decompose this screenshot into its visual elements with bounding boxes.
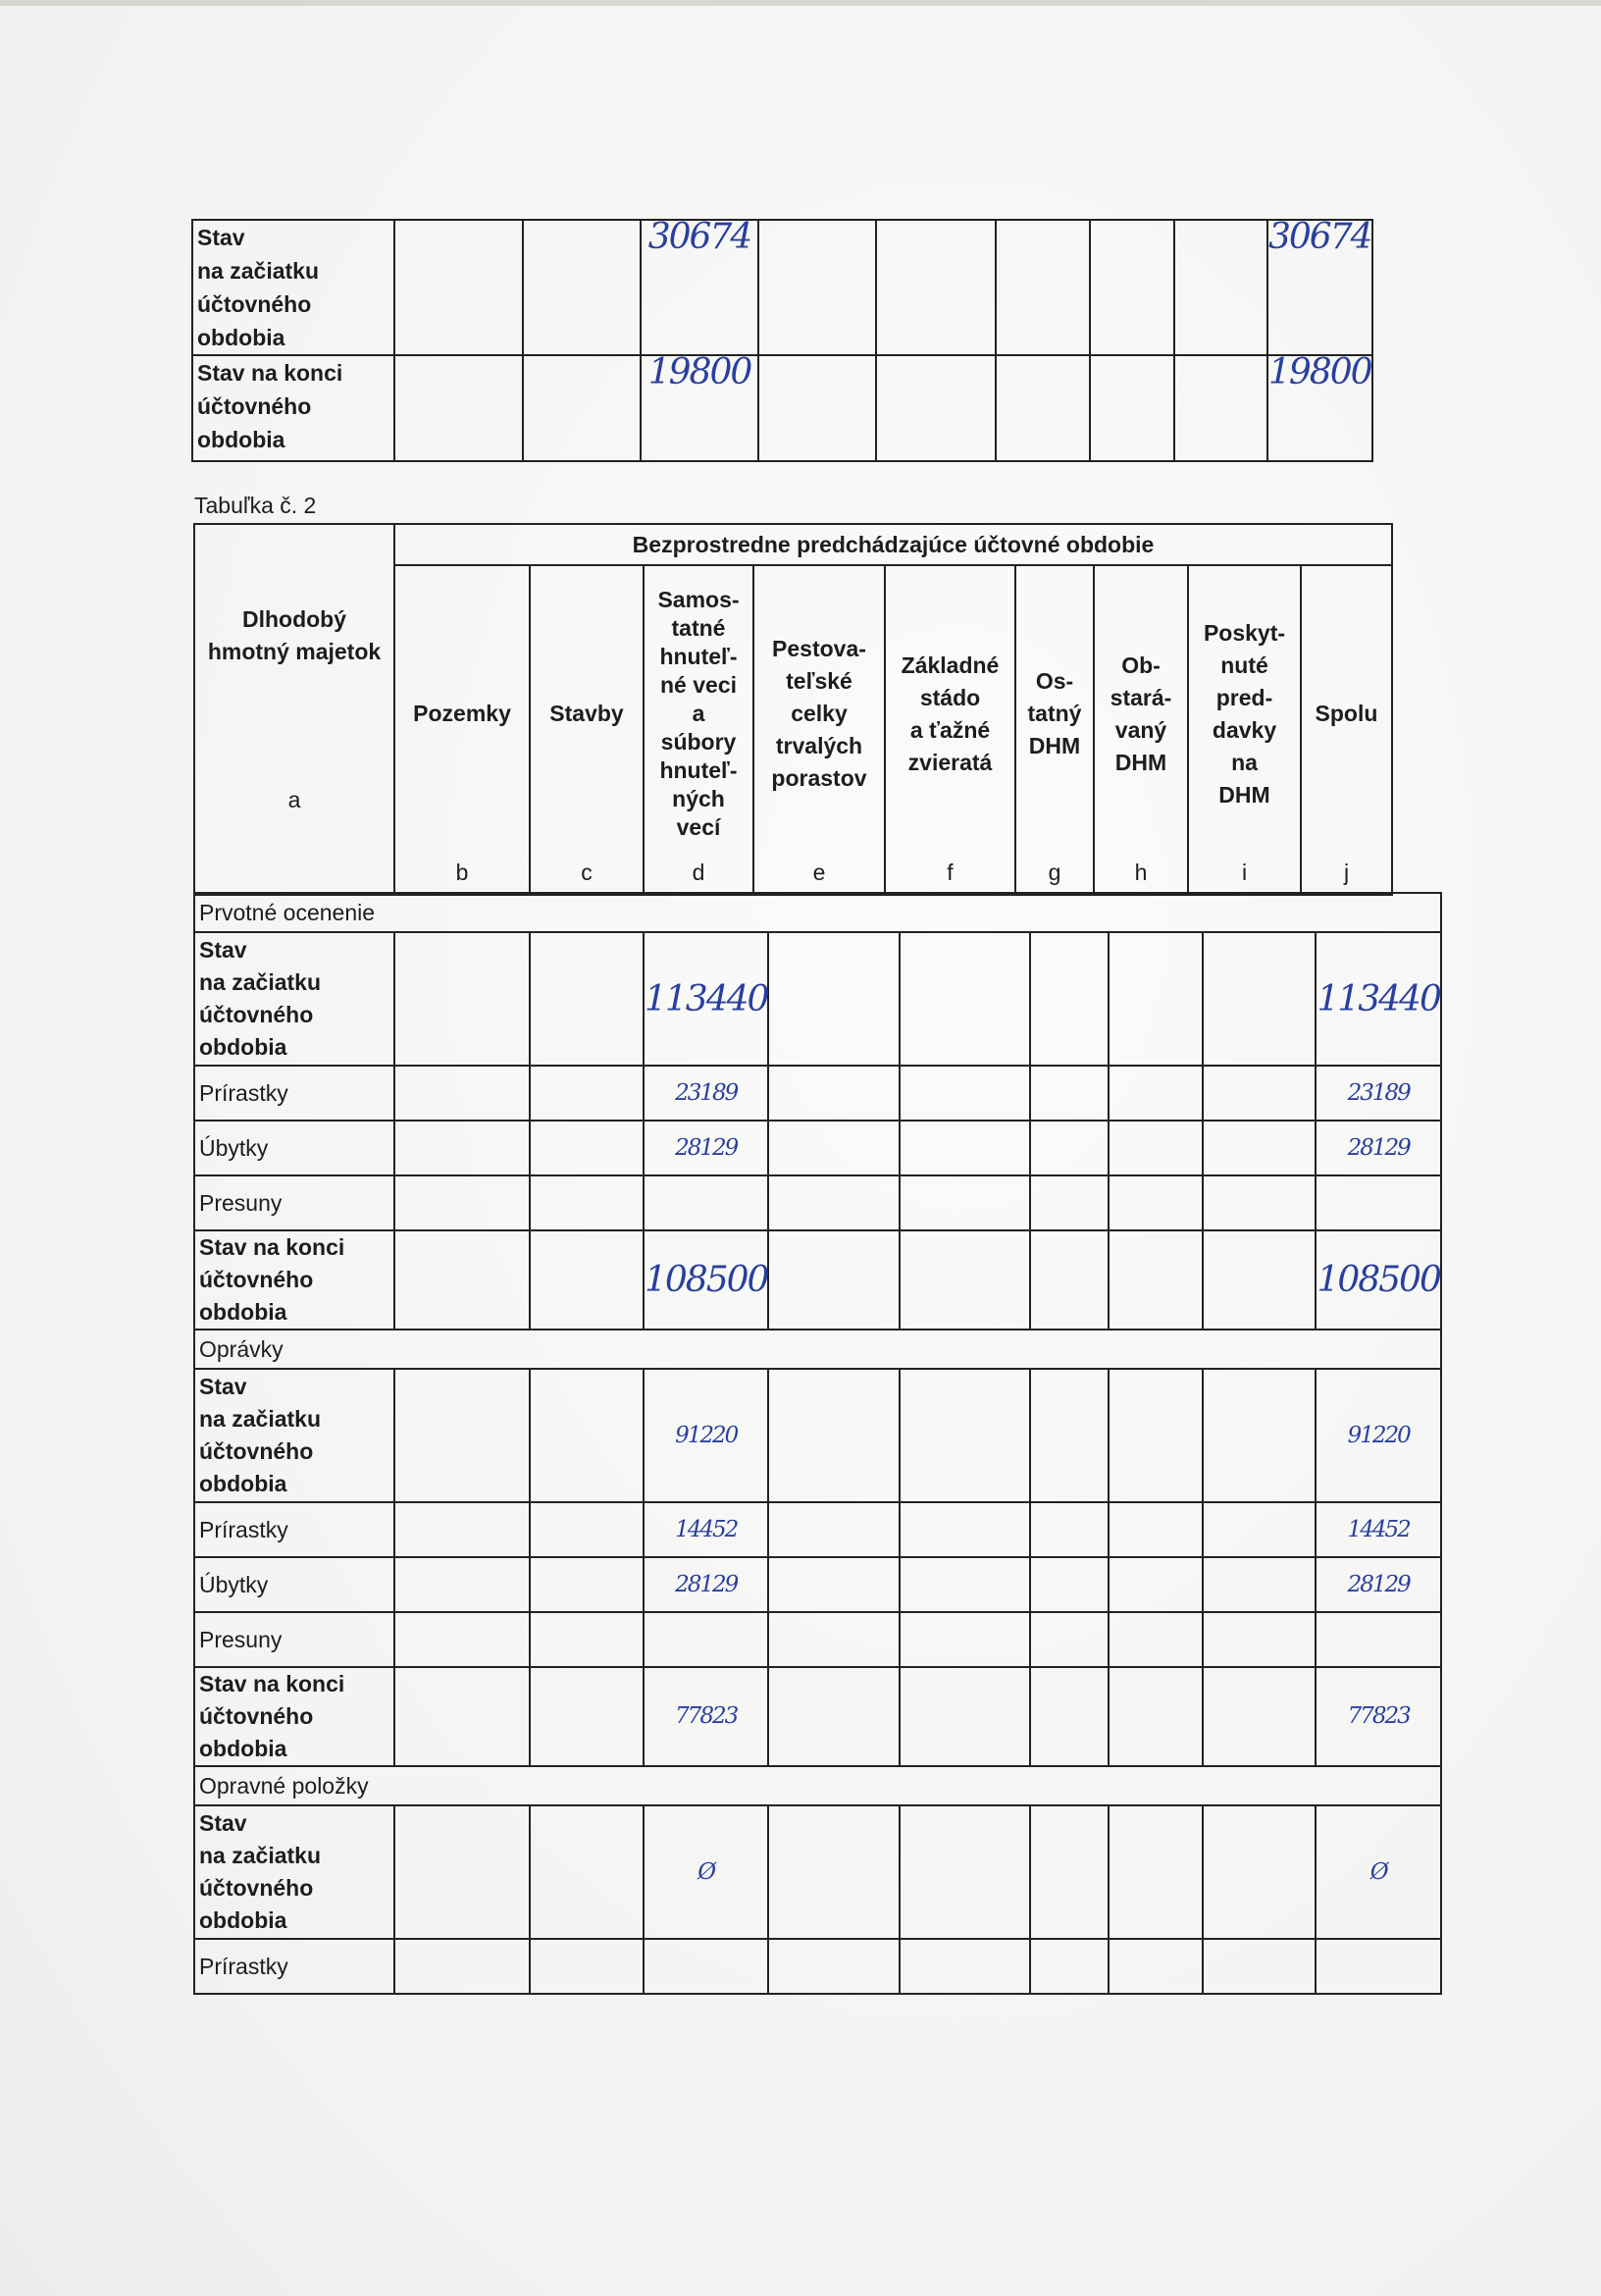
cell-b [394, 1121, 530, 1175]
cell-i [1203, 1066, 1316, 1121]
cell-e [768, 1805, 900, 1939]
cell-h [1109, 1066, 1203, 1121]
cell-g [1030, 1121, 1109, 1175]
cell-j: 91220 [1316, 1369, 1440, 1502]
corner-header: Dlhodobý hmotný majetok a [194, 524, 394, 895]
cell-c [530, 1805, 644, 1939]
cell-c [530, 1939, 644, 1994]
table-row [194, 932, 1441, 1066]
group-header: Bezprostredne predchádzajúce účtovné obdobie [394, 524, 1392, 565]
cell-j: 113440 [1316, 932, 1440, 1066]
top-cell-d: 19800 [641, 355, 758, 461]
previous-table-fragment [191, 219, 1373, 462]
row-label: Stav na začiatku účtovného obdobia [194, 1369, 394, 1502]
cell-f [900, 1557, 1030, 1612]
table-row [194, 1612, 1441, 1667]
cell-g [1030, 1939, 1109, 1994]
cell-c [530, 932, 644, 1066]
table-row [194, 1066, 1441, 1121]
table-caption: Tabuľka č. 2 [194, 493, 317, 518]
cell-f [900, 1612, 1030, 1667]
cell-i [1203, 932, 1316, 1066]
cell-e [768, 1939, 900, 1994]
row-label: Prírastky [194, 1066, 394, 1121]
section-title: Oprávky [194, 1330, 1441, 1369]
cell-e [768, 1667, 900, 1766]
cell-h [1109, 1369, 1203, 1502]
cell-i [1203, 1939, 1316, 1994]
cell-e [768, 1121, 900, 1175]
cell-h [1109, 1939, 1203, 1994]
cell-h [1109, 1805, 1203, 1939]
cell-b [394, 1612, 530, 1667]
column-header-b: Pozemky b [394, 565, 530, 895]
table-row [194, 1369, 1441, 1502]
cell-i [1203, 1667, 1316, 1766]
cell-d: Ø [644, 1805, 768, 1939]
cell-j: Ø [1316, 1805, 1440, 1939]
cell-g [1030, 1805, 1109, 1939]
cell-f [900, 932, 1030, 1066]
cell-h [1109, 1612, 1203, 1667]
cell-d: 28129 [644, 1557, 768, 1612]
cell-j: 108500 [1316, 1230, 1440, 1330]
cell-d [644, 1175, 768, 1230]
cell-f [900, 1805, 1030, 1939]
column-header-g: Os- tatný DHM g [1015, 565, 1094, 895]
table-row [194, 1557, 1441, 1612]
table-row [194, 1805, 1441, 1939]
column-header-h: Ob- stará- vaný DHM h [1094, 565, 1188, 895]
cell-i [1203, 1369, 1316, 1502]
cell-b [394, 1066, 530, 1121]
cell-i [1203, 1230, 1316, 1330]
cell-d: 28129 [644, 1121, 768, 1175]
top-row-label: Stav na začiatku účtovného obdobia [192, 220, 394, 355]
cell-j: 28129 [1316, 1557, 1440, 1612]
cell-e [768, 932, 900, 1066]
cell-h [1109, 1121, 1203, 1175]
table-row [194, 1230, 1441, 1330]
cell-d: 14452 [644, 1502, 768, 1557]
cell-h [1109, 1502, 1203, 1557]
scan-edge [0, 0, 1601, 6]
section-row [194, 893, 1441, 932]
cell-h [1109, 1175, 1203, 1230]
table-row [194, 1121, 1441, 1175]
row-label: Prírastky [194, 1939, 394, 1994]
cell-c [530, 1502, 644, 1557]
row-label: Stav na konci účtovného obdobia [194, 1230, 394, 1330]
cell-b [394, 1175, 530, 1230]
table-row [194, 1939, 1441, 1994]
section-row [194, 1330, 1441, 1369]
cell-h [1109, 1667, 1203, 1766]
row-label: Úbytky [194, 1557, 394, 1612]
cell-c [530, 1066, 644, 1121]
row-label: Stav na začiatku účtovného obdobia [194, 1805, 394, 1939]
cell-b [394, 1557, 530, 1612]
cell-d: 23189 [644, 1066, 768, 1121]
cell-c [530, 1175, 644, 1230]
fixed-assets-table-body [193, 892, 1442, 1995]
cell-f [900, 1939, 1030, 1994]
cell-i [1203, 1502, 1316, 1557]
cell-e [768, 1502, 900, 1557]
cell-g [1030, 1369, 1109, 1502]
cell-j [1316, 1612, 1440, 1667]
cell-g [1030, 932, 1109, 1066]
row-label: Stav na začiatku účtovného obdobia [194, 932, 394, 1066]
cell-j: 23189 [1316, 1066, 1440, 1121]
cell-j [1316, 1939, 1440, 1994]
fixed-assets-table [193, 523, 1393, 896]
cell-d [644, 1939, 768, 1994]
cell-d: 77823 [644, 1667, 768, 1766]
cell-d: 108500 [644, 1230, 768, 1330]
cell-c [530, 1369, 644, 1502]
section-title: Prvotné ocenenie [194, 893, 1441, 932]
cell-i [1203, 1805, 1316, 1939]
cell-f [900, 1175, 1030, 1230]
cell-e [768, 1612, 900, 1667]
cell-f [900, 1066, 1030, 1121]
cell-h [1109, 1230, 1203, 1330]
cell-c [530, 1612, 644, 1667]
cell-j: 14452 [1316, 1502, 1440, 1557]
cell-f [900, 1369, 1030, 1502]
cell-h [1109, 1557, 1203, 1612]
top-cell-j: 19800 [1267, 355, 1372, 461]
top-cell-d: 30674 [641, 220, 758, 355]
cell-c [530, 1667, 644, 1766]
cell-h [1109, 932, 1203, 1066]
cell-e [768, 1175, 900, 1230]
top-row-label: Stav na konci účtovného obdobia [192, 355, 394, 461]
cell-g [1030, 1175, 1109, 1230]
cell-i [1203, 1121, 1316, 1175]
cell-b [394, 1939, 530, 1994]
table-row [194, 1502, 1441, 1557]
cell-j [1316, 1175, 1440, 1230]
cell-f [900, 1121, 1030, 1175]
cell-b [394, 1667, 530, 1766]
cell-d [644, 1612, 768, 1667]
cell-i [1203, 1612, 1316, 1667]
cell-e [768, 1066, 900, 1121]
section-row [194, 1766, 1441, 1805]
cell-g [1030, 1066, 1109, 1121]
column-header-j: Spolu j [1301, 565, 1392, 895]
cell-f [900, 1230, 1030, 1330]
cell-g [1030, 1502, 1109, 1557]
column-header-f: Základné stádo a ťažné zvieratá f [885, 565, 1015, 895]
column-header-d: Samos- tatné hnuteľ- né veci a súbory hnuteľ- ných vecí d [644, 565, 753, 895]
cell-g [1030, 1230, 1109, 1330]
column-header-i: Poskyt- nuté pred- davky na DHM i [1188, 565, 1301, 895]
section-title: Opravné položky [194, 1766, 1441, 1805]
table-row [194, 1175, 1441, 1230]
cell-b [394, 1230, 530, 1330]
cell-b [394, 1805, 530, 1939]
row-label: Presuny [194, 1175, 394, 1230]
cell-g [1030, 1557, 1109, 1612]
top-cell-j: 30674 [1267, 220, 1372, 355]
column-header-c: Stavby c [530, 565, 644, 895]
cell-b [394, 1369, 530, 1502]
cell-g [1030, 1667, 1109, 1766]
row-label: Prírastky [194, 1502, 394, 1557]
cell-f [900, 1502, 1030, 1557]
table-row [194, 1667, 1441, 1766]
cell-d: 91220 [644, 1369, 768, 1502]
cell-e [768, 1557, 900, 1612]
cell-f [900, 1667, 1030, 1766]
row-label: Presuny [194, 1612, 394, 1667]
cell-i [1203, 1557, 1316, 1612]
row-label: Úbytky [194, 1121, 394, 1175]
column-header-e: Pestova- teľské celky trvalých porastov e [753, 565, 885, 895]
cell-j: 77823 [1316, 1667, 1440, 1766]
cell-d: 113440 [644, 932, 768, 1066]
cell-c [530, 1121, 644, 1175]
cell-b [394, 932, 530, 1066]
row-label: Stav na konci účtovného obdobia [194, 1667, 394, 1766]
cell-e [768, 1369, 900, 1502]
cell-b [394, 1502, 530, 1557]
cell-j: 28129 [1316, 1121, 1440, 1175]
cell-g [1030, 1612, 1109, 1667]
cell-e [768, 1230, 900, 1330]
cell-c [530, 1557, 644, 1612]
cell-c [530, 1230, 644, 1330]
cell-i [1203, 1175, 1316, 1230]
